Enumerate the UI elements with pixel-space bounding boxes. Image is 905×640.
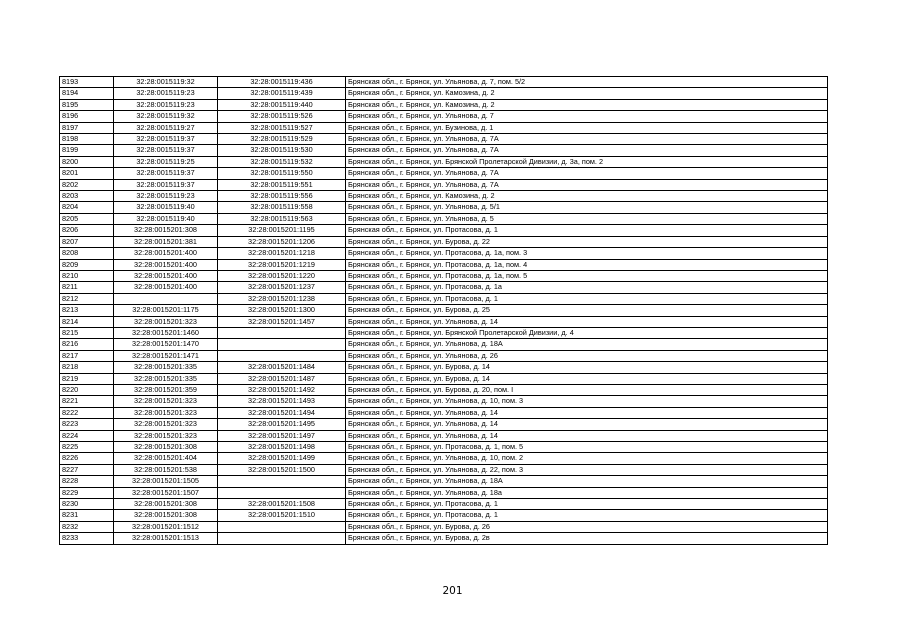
address-cell: Брянская обл., г. Брянск, ул. Ульянова, д. 10, пом. 3 xyxy=(346,396,828,407)
object-cadastral-number-cell: 32:28:0015201:1499 xyxy=(218,453,346,464)
table-row xyxy=(60,77,828,88)
object-cadastral-number-cell: 32:28:0015201:1495 xyxy=(218,419,346,430)
address-cell: Брянская обл., г. Брянск, ул. Ульянова, д. 7 xyxy=(346,111,828,122)
address-cell: Брянская обл., г. Брянск, ул. Протасова, д. 1, пом. 5 xyxy=(346,442,828,453)
address-cell: Брянская обл., г. Брянск, ул. Бурова, д. 25 xyxy=(346,305,828,316)
table-row xyxy=(60,213,828,224)
row-number-cell: 8215 xyxy=(60,327,114,338)
parcel-cadastral-number-cell: 32:28:0015201:1507 xyxy=(114,487,218,498)
row-number-cell: 8199 xyxy=(60,145,114,156)
parcel-cadastral-number-cell: 32:28:0015201:308 xyxy=(114,225,218,236)
table-row xyxy=(60,510,828,521)
object-cadastral-number-cell: 32:28:0015201:1206 xyxy=(218,236,346,247)
parcel-cadastral-number-cell: 32:28:0015201:1470 xyxy=(114,339,218,350)
address-cell: Брянская обл., г. Брянск, ул. Бурова, д. 26 xyxy=(346,521,828,532)
object-cadastral-number-cell: 32:28:0015201:1484 xyxy=(218,362,346,373)
parcel-cadastral-number-cell: 32:28:0015119:23 xyxy=(114,191,218,202)
object-cadastral-number-cell: 32:28:0015201:1238 xyxy=(218,293,346,304)
row-number-cell: 8213 xyxy=(60,305,114,316)
object-cadastral-number-cell: 32:28:0015201:1492 xyxy=(218,384,346,395)
parcel-cadastral-number-cell: 32:28:0015201:400 xyxy=(114,270,218,281)
object-cadastral-number-cell: 32:28:0015201:1497 xyxy=(218,430,346,441)
row-number-cell: 8221 xyxy=(60,396,114,407)
object-cadastral-number-cell: 32:28:0015201:1457 xyxy=(218,316,346,327)
parcel-cadastral-number-cell: 32:28:0015201:400 xyxy=(114,259,218,270)
row-number-cell: 8223 xyxy=(60,419,114,430)
row-number-cell: 8197 xyxy=(60,122,114,133)
parcel-cadastral-number-cell: 32:28:0015119:27 xyxy=(114,122,218,133)
object-cadastral-number-cell: 32:28:0015201:1494 xyxy=(218,407,346,418)
parcel-cadastral-number-cell: 32:28:0015201:1513 xyxy=(114,533,218,544)
table-row xyxy=(60,442,828,453)
address-cell: Брянская обл., г. Брянск, ул. Ульянова, д. 5/1 xyxy=(346,202,828,213)
address-cell: Брянская обл., г. Брянск, ул. Ульянова, д. 7А xyxy=(346,168,828,179)
parcel-cadastral-number-cell: 32:28:0015201:323 xyxy=(114,419,218,430)
table-row xyxy=(60,248,828,259)
row-number-cell: 8194 xyxy=(60,88,114,99)
row-number-cell: 8230 xyxy=(60,499,114,510)
address-cell: Брянская обл., г. Брянск, ул. Бурова, д. 14 xyxy=(346,362,828,373)
address-cell: Брянская обл., г. Брянск, ул. Протасова, д. 1а, пом. 5 xyxy=(346,270,828,281)
row-number-cell: 8202 xyxy=(60,179,114,190)
object-cadastral-number-cell xyxy=(218,521,346,532)
parcel-cadastral-number-cell: 32:28:0015201:1505 xyxy=(114,476,218,487)
table-row xyxy=(60,476,828,487)
row-number-cell: 8227 xyxy=(60,464,114,475)
row-number-cell: 8210 xyxy=(60,270,114,281)
object-cadastral-number-cell: 32:28:0015119:436 xyxy=(218,77,346,88)
row-number-cell: 8201 xyxy=(60,168,114,179)
parcel-cadastral-number-cell: 32:28:0015119:37 xyxy=(114,179,218,190)
row-number-cell: 8207 xyxy=(60,236,114,247)
table-row xyxy=(60,270,828,281)
parcel-cadastral-number-cell: 32:28:0015119:37 xyxy=(114,134,218,145)
address-cell: Брянская обл., г. Брянск, ул. Ульянова, д. 22, пом. 3 xyxy=(346,464,828,475)
row-number-cell: 8217 xyxy=(60,350,114,361)
parcel-cadastral-number-cell: 32:28:0015201:359 xyxy=(114,384,218,395)
row-number-cell: 8211 xyxy=(60,282,114,293)
table-row xyxy=(60,122,828,133)
parcel-cadastral-number-cell: 32:28:0015201:400 xyxy=(114,248,218,259)
row-number-cell: 8226 xyxy=(60,453,114,464)
address-cell: Брянская обл., г. Брянск, ул. Ульянова, д. 18а xyxy=(346,487,828,498)
parcel-cadastral-number-cell: 32:28:0015201:323 xyxy=(114,430,218,441)
address-cell: Брянская обл., г. Брянск, ул. Камозина, д. 2 xyxy=(346,88,828,99)
address-cell: Брянская обл., г. Брянск, ул. Камозина, д. 2 xyxy=(346,99,828,110)
parcel-cadastral-number-cell: 32:28:0015119:25 xyxy=(114,156,218,167)
table-row xyxy=(60,453,828,464)
object-cadastral-number-cell: 32:28:0015119:527 xyxy=(218,122,346,133)
row-number-cell: 8228 xyxy=(60,476,114,487)
object-cadastral-number-cell: 32:28:0015119:532 xyxy=(218,156,346,167)
row-number-cell: 8193 xyxy=(60,77,114,88)
table-row xyxy=(60,202,828,213)
table-row xyxy=(60,327,828,338)
row-number-cell: 8212 xyxy=(60,293,114,304)
parcel-cadastral-number-cell: 32:28:0015201:1460 xyxy=(114,327,218,338)
table-row xyxy=(60,99,828,110)
row-number-cell: 8218 xyxy=(60,362,114,373)
parcel-cadastral-number-cell: 32:28:0015201:323 xyxy=(114,407,218,418)
row-number-cell: 8196 xyxy=(60,111,114,122)
address-cell: Брянская обл., г. Брянск, ул. Бурова, д. 14 xyxy=(346,373,828,384)
object-cadastral-number-cell xyxy=(218,350,346,361)
table-row xyxy=(60,373,828,384)
address-cell: Брянская обл., г. Брянск, ул. Ульянова, д. 14 xyxy=(346,316,828,327)
object-cadastral-number-cell: 32:28:0015201:1508 xyxy=(218,499,346,510)
row-number-cell: 8208 xyxy=(60,248,114,259)
object-cadastral-number-cell: 32:28:0015119:550 xyxy=(218,168,346,179)
object-cadastral-number-cell: 32:28:0015201:1500 xyxy=(218,464,346,475)
table-row xyxy=(60,407,828,418)
parcel-cadastral-number-cell: 32:28:0015119:23 xyxy=(114,88,218,99)
registry-table-body xyxy=(60,77,828,545)
address-cell: Брянская обл., г. Брянск, ул. Протасова, д. 1а, пом. 4 xyxy=(346,259,828,270)
object-cadastral-number-cell: 32:28:0015201:1220 xyxy=(218,270,346,281)
row-number-cell: 8229 xyxy=(60,487,114,498)
row-number-cell: 8205 xyxy=(60,213,114,224)
address-cell: Брянская обл., г. Брянск, ул. Ульянова, д. 7А xyxy=(346,134,828,145)
object-cadastral-number-cell xyxy=(218,339,346,350)
page-number: 201 xyxy=(442,585,463,597)
table-row xyxy=(60,419,828,430)
object-cadastral-number-cell: 32:28:0015119:439 xyxy=(218,88,346,99)
row-number-cell: 8231 xyxy=(60,510,114,521)
parcel-cadastral-number-cell: 32:28:0015201:323 xyxy=(114,396,218,407)
parcel-cadastral-number-cell: 32:28:0015119:32 xyxy=(114,111,218,122)
address-cell: Брянская обл., г. Брянск, ул. Ульянова, д. 14 xyxy=(346,419,828,430)
table-row xyxy=(60,362,828,373)
row-number-cell: 8195 xyxy=(60,99,114,110)
table-row xyxy=(60,156,828,167)
table-row xyxy=(60,521,828,532)
object-cadastral-number-cell: 32:28:0015119:563 xyxy=(218,213,346,224)
parcel-cadastral-number-cell xyxy=(114,293,218,304)
table-row xyxy=(60,464,828,475)
address-cell: Брянская обл., г. Брянск, ул. Ульянова, д. 14 xyxy=(346,407,828,418)
row-number-cell: 8220 xyxy=(60,384,114,395)
table-row xyxy=(60,282,828,293)
parcel-cadastral-number-cell: 32:28:0015201:381 xyxy=(114,236,218,247)
address-cell: Брянская обл., г. Брянск, ул. Ульянова, д. 26 xyxy=(346,350,828,361)
address-cell: Брянская обл., г. Брянск, ул. Протасова, д. 1а, пом. 3 xyxy=(346,248,828,259)
address-cell: Брянская обл., г. Брянск, ул. Протасова, д. 1а xyxy=(346,282,828,293)
parcel-cadastral-number-cell: 32:28:0015201:335 xyxy=(114,373,218,384)
table-row xyxy=(60,293,828,304)
object-cadastral-number-cell: 32:28:0015201:1510 xyxy=(218,510,346,521)
row-number-cell: 8216 xyxy=(60,339,114,350)
table-row xyxy=(60,533,828,544)
parcel-cadastral-number-cell: 32:28:0015119:37 xyxy=(114,168,218,179)
parcel-cadastral-number-cell: 32:28:0015201:323 xyxy=(114,316,218,327)
object-cadastral-number-cell: 32:28:0015201:1493 xyxy=(218,396,346,407)
parcel-cadastral-number-cell: 32:28:0015201:335 xyxy=(114,362,218,373)
address-cell: Брянская обл., г. Брянск, ул. Протасова, д. 1 xyxy=(346,293,828,304)
address-cell: Брянская обл., г. Брянск, ул. Бузинова, д. 1 xyxy=(346,122,828,133)
row-number-cell: 8204 xyxy=(60,202,114,213)
row-number-cell: 8206 xyxy=(60,225,114,236)
table-row xyxy=(60,111,828,122)
object-cadastral-number-cell xyxy=(218,487,346,498)
object-cadastral-number-cell: 32:28:0015201:1237 xyxy=(218,282,346,293)
object-cadastral-number-cell xyxy=(218,327,346,338)
table-row xyxy=(60,145,828,156)
address-cell: Брянская обл., г. Брянск, ул. Ульянова, д. 5 xyxy=(346,213,828,224)
parcel-cadastral-number-cell: 32:28:0015201:1471 xyxy=(114,350,218,361)
table-row xyxy=(60,384,828,395)
row-number-cell: 8222 xyxy=(60,407,114,418)
parcel-cadastral-number-cell: 32:28:0015201:308 xyxy=(114,442,218,453)
table-row xyxy=(60,134,828,145)
table-row xyxy=(60,191,828,202)
parcel-cadastral-number-cell: 32:28:0015119:40 xyxy=(114,213,218,224)
parcel-cadastral-number-cell: 32:28:0015119:40 xyxy=(114,202,218,213)
address-cell: Брянская обл., г. Брянск, ул. Ульянова, д. 10, пом. 2 xyxy=(346,453,828,464)
address-cell: Брянская обл., г. Брянск, ул. Брянской Пролетарской Дивизии, д. 3а, пом. 2 xyxy=(346,156,828,167)
row-number-cell: 8198 xyxy=(60,134,114,145)
table-row xyxy=(60,179,828,190)
object-cadastral-number-cell: 32:28:0015119:558 xyxy=(218,202,346,213)
table-row xyxy=(60,236,828,247)
object-cadastral-number-cell: 32:28:0015201:1498 xyxy=(218,442,346,453)
table-row xyxy=(60,350,828,361)
address-cell: Брянская обл., г. Брянск, ул. Брянской Пролетарской Дивизии, д. 4 xyxy=(346,327,828,338)
address-cell: Брянская обл., г. Брянск, ул. Протасова, д. 1 xyxy=(346,510,828,521)
address-cell: Брянская обл., г. Брянск, ул. Протасова, д. 1 xyxy=(346,499,828,510)
parcel-cadastral-number-cell: 32:28:0015119:37 xyxy=(114,145,218,156)
parcel-cadastral-number-cell: 32:28:0015201:400 xyxy=(114,282,218,293)
address-cell: Брянская обл., г. Брянск, ул. Ульянова, д. 7, пом. 5/2 xyxy=(346,77,828,88)
row-number-cell: 8219 xyxy=(60,373,114,384)
table-row xyxy=(60,88,828,99)
object-cadastral-number-cell: 32:28:0015119:530 xyxy=(218,145,346,156)
address-cell: Брянская обл., г. Брянск, ул. Ульянова, д. 14 xyxy=(346,430,828,441)
address-cell: Брянская обл., г. Брянск, ул. Камозина, д. 2 xyxy=(346,191,828,202)
table-row xyxy=(60,396,828,407)
address-cell: Брянская обл., г. Брянск, ул. Ульянова, д. 18А xyxy=(346,339,828,350)
row-number-cell: 8200 xyxy=(60,156,114,167)
parcel-cadastral-number-cell: 32:28:0015201:308 xyxy=(114,499,218,510)
parcel-cadastral-number-cell: 32:28:0015201:404 xyxy=(114,453,218,464)
address-cell: Брянская обл., г. Брянск, ул. Бурова, д. 20, пом. I xyxy=(346,384,828,395)
address-cell: Брянская обл., г. Брянск, ул. Протасова, д. 1 xyxy=(346,225,828,236)
row-number-cell: 8233 xyxy=(60,533,114,544)
table-row xyxy=(60,316,828,327)
address-cell: Брянская обл., г. Брянск, ул. Ульянова, д. 7А xyxy=(346,179,828,190)
object-cadastral-number-cell: 32:28:0015201:1219 xyxy=(218,259,346,270)
object-cadastral-number-cell: 32:28:0015119:440 xyxy=(218,99,346,110)
object-cadastral-number-cell: 32:28:0015119:556 xyxy=(218,191,346,202)
object-cadastral-number-cell: 32:28:0015201:1218 xyxy=(218,248,346,259)
table-row xyxy=(60,259,828,270)
row-number-cell: 8225 xyxy=(60,442,114,453)
address-cell: Брянская обл., г. Брянск, ул. Бурова, д. 2в xyxy=(346,533,828,544)
table-row xyxy=(60,168,828,179)
table-row xyxy=(60,305,828,316)
table-row xyxy=(60,487,828,498)
property-registry-table xyxy=(59,76,828,545)
object-cadastral-number-cell xyxy=(218,533,346,544)
parcel-cadastral-number-cell: 32:28:0015201:308 xyxy=(114,510,218,521)
table-row xyxy=(60,339,828,350)
object-cadastral-number-cell xyxy=(218,476,346,487)
row-number-cell: 8224 xyxy=(60,430,114,441)
parcel-cadastral-number-cell: 32:28:0015119:23 xyxy=(114,99,218,110)
object-cadastral-number-cell: 32:28:0015201:1487 xyxy=(218,373,346,384)
parcel-cadastral-number-cell: 32:28:0015201:538 xyxy=(114,464,218,475)
parcel-cadastral-number-cell: 32:28:0015201:1512 xyxy=(114,521,218,532)
table-row xyxy=(60,430,828,441)
object-cadastral-number-cell: 32:28:0015201:1300 xyxy=(218,305,346,316)
object-cadastral-number-cell: 32:28:0015119:526 xyxy=(218,111,346,122)
address-cell: Брянская обл., г. Брянск, ул. Бурова, д. 22 xyxy=(346,236,828,247)
table-row xyxy=(60,225,828,236)
row-number-cell: 8214 xyxy=(60,316,114,327)
object-cadastral-number-cell: 32:28:0015201:1195 xyxy=(218,225,346,236)
address-cell: Брянская обл., г. Брянск, ул. Ульянова, д. 18А xyxy=(346,476,828,487)
row-number-cell: 8203 xyxy=(60,191,114,202)
object-cadastral-number-cell: 32:28:0015119:551 xyxy=(218,179,346,190)
parcel-cadastral-number-cell: 32:28:0015201:1175 xyxy=(114,305,218,316)
row-number-cell: 8209 xyxy=(60,259,114,270)
address-cell: Брянская обл., г. Брянск, ул. Ульянова, д. 7А xyxy=(346,145,828,156)
parcel-cadastral-number-cell: 32:28:0015119:32 xyxy=(114,77,218,88)
table-row xyxy=(60,499,828,510)
row-number-cell: 8232 xyxy=(60,521,114,532)
object-cadastral-number-cell: 32:28:0015119:529 xyxy=(218,134,346,145)
